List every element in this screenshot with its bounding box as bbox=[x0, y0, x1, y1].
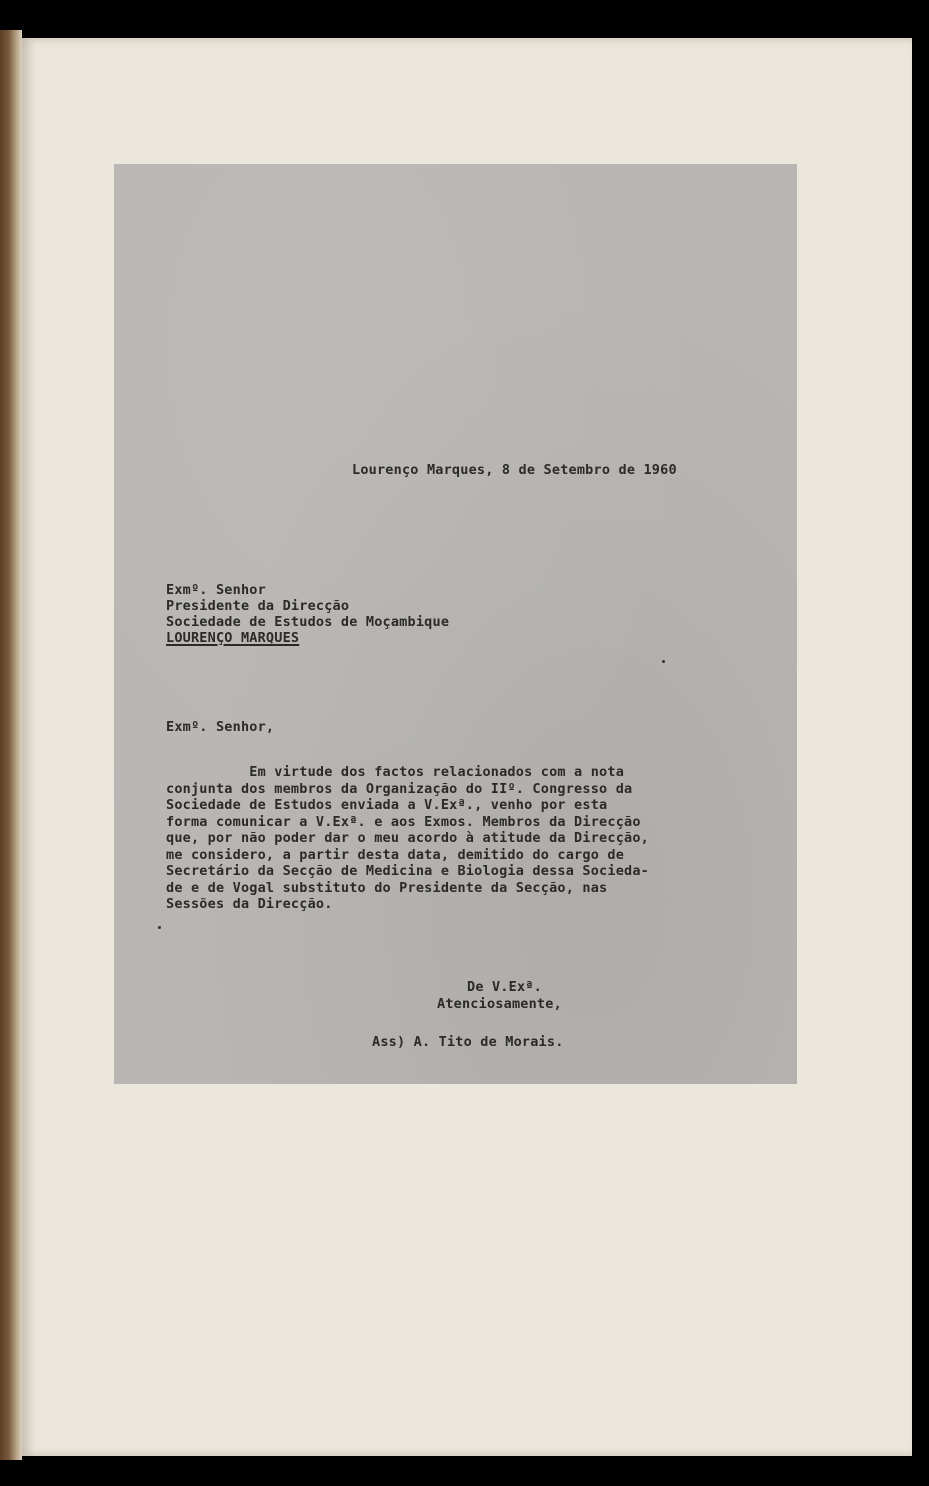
dust-speck bbox=[662, 660, 665, 663]
letter-photo-plate bbox=[114, 164, 797, 1084]
body-line: Sessões da Direcção. bbox=[166, 896, 333, 912]
addressee-line-position: Presidente da Direcção bbox=[166, 598, 350, 614]
letter-closing-line-2: Atenciosamente, bbox=[437, 996, 562, 1012]
dust-speck bbox=[158, 926, 161, 929]
body-line: que, por não poder dar o meu acordo à atitude da Direcção, bbox=[166, 830, 650, 846]
letter-body bbox=[166, 764, 649, 913]
book-spine-edge bbox=[0, 30, 22, 1460]
letter-addressee bbox=[166, 582, 449, 646]
addressee-line-city: LOURENÇO MARQUES bbox=[166, 630, 300, 646]
body-line: me considero, a partir desta data, demitido do cargo de bbox=[166, 846, 625, 863]
addressee-line-title: Exmº. Senhor bbox=[166, 582, 266, 598]
body-line: de e de Vogal substituto do Presidente da Secção, nas bbox=[166, 879, 608, 896]
addressee-line-organization: Sociedade de Estudos de Moçambique bbox=[166, 614, 450, 630]
letter-salutation: Exmº. Senhor, bbox=[166, 719, 275, 735]
letter-signature: Ass) A. Tito de Morais. bbox=[372, 1034, 564, 1050]
letter-dateline: Lourenço Marques, 8 de Setembro de 1960 bbox=[352, 462, 677, 478]
body-line: Sociedade de Estudos enviada a V.Exª., venho por esta bbox=[166, 797, 608, 813]
body-line: conjunta dos membros da Organização do IIº. Congresso da bbox=[166, 780, 633, 797]
book-page bbox=[22, 38, 912, 1456]
body-line: forma comunicar a V.Exª. e aos Exmos. Membros da Direcção bbox=[166, 813, 641, 830]
letter-closing-line-1: De V.Exª. bbox=[467, 979, 542, 995]
body-line: Secretário da Secção de Medicina e Biologia dessa Socieda- bbox=[166, 863, 650, 879]
body-line: Em virtude dos factos relacionados com a nota bbox=[166, 764, 625, 780]
